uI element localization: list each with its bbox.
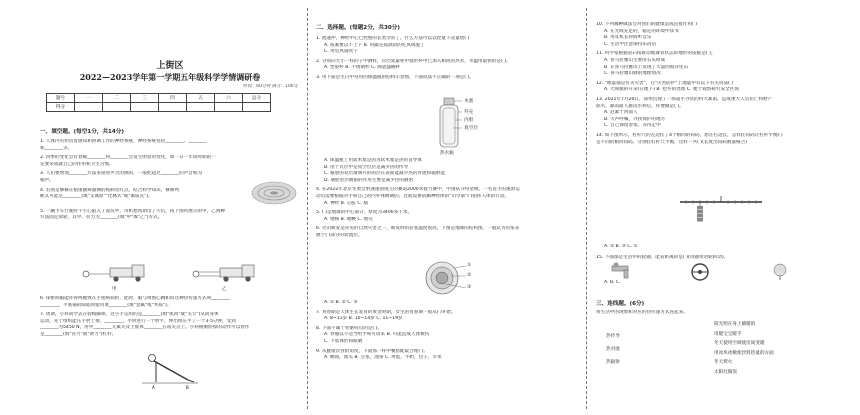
option-line: A. ① B. ② C. ③: [324, 300, 358, 305]
question-line: 8. 下面不属于骨骼特点的是( )。: [316, 325, 383, 331]
thermos-label: 木塞: [464, 99, 474, 104]
score-cell: 得分: [47, 103, 75, 112]
match-left-item[interactable]: 热传导: [606, 334, 620, 339]
option-line: C. 喜马拉雅山脉的地理情况: [604, 71, 661, 77]
section-2-continued-b: [596, 244, 842, 261]
question-line: 12. "地震都是有关灾害"，在"灾害防护"上地震中有以下有关说法( ): [596, 80, 734, 86]
column-divider: [586, 8, 587, 409]
option-line: B. 由于瓦层中是真空层层是减少热的传导: [324, 164, 409, 170]
question-line: 和________等。: [40, 145, 73, 151]
question-line: 7. 青春期是人体生长发育的黄金时期，女生的青春期一般从( )开始。: [316, 309, 456, 315]
exam-meta: 时间：60分钟 满分：100分: [243, 84, 298, 89]
question-line: 2. 四季的变化会有春暖________和________会发生明显的变化，如一日一年同时期的一: [40, 155, 216, 161]
svg-text:A: A: [152, 385, 155, 390]
option-line: A. 地核 B. 地幔 C. 地壳: [324, 216, 373, 222]
column-3: [596, 0, 842, 415]
match-left-item[interactable]: 热对流: [606, 347, 620, 352]
figure-label-a: 甲: [112, 287, 117, 292]
lever-diagram: [676, 192, 766, 228]
question-line: 5. 一辆卡车行驶时不小心陷入了泥坑中，司机想帮助出了大坑，按下图所展示的甲、乙两种: [40, 208, 226, 214]
question-line: 损失，暴雨最人通讯水利后，你要做是( )。: [596, 103, 684, 109]
question-line: 是不同的相同钩码，分别挂杠杆尺平衡，这样一共( )(长度出钩码数量格合): [596, 139, 748, 145]
figure-label-b: 乙: [222, 287, 227, 292]
fan-picture: [766, 262, 794, 280]
question-line: 是________(填"省力"或"费力")杠杆。: [40, 331, 117, 337]
district-title: 上街区: [156, 61, 184, 71]
column-2: [316, 0, 578, 415]
question-line: 3. 用下面是生日中常用的保温瓶的结构示意图，下面说法不正确的一项是( )。: [316, 74, 474, 80]
option-line: C. 下肢体形和眼睛: [324, 338, 363, 344]
score-cell: 总分: [243, 94, 271, 103]
match-right-item[interactable]: 冬天使用空调使房间变暖: [714, 341, 765, 347]
option-line: A. 8~11岁 B. 10~14岁 C. 11~19岁: [324, 316, 403, 322]
match-right-item[interactable]: 太阳灶做饭: [714, 369, 737, 375]
earth-layer-label: ①: [467, 263, 472, 268]
option-line: A. 赶紧于河面人: [604, 110, 638, 116]
question-line: 15. 下面都是生活中的轮轴，能省距离的是( )(用轴带动轮转动)。: [596, 254, 729, 260]
steering-wheel-picture: [688, 262, 712, 282]
question-line: 断其可能是________(填"支离原""比林式"或"素质式")。: [40, 194, 153, 200]
question-line: 方法固定滑轮，其中，拉力为________(填"甲"或"乙")方式。: [40, 215, 163, 221]
section-2-body-b: [316, 158, 578, 240]
question-line: 9. 从健康饮食的角度，下面那一样中餐搭配最合理( )。: [316, 348, 428, 354]
option-line: A. 保温瓶上用软木塞是因为软木塞是热的良导体: [324, 158, 422, 163]
thermos-label: 外壳: [464, 110, 474, 115]
pushup-figure: [140, 350, 200, 390]
option-line: B. 大声呼喊，寻找保护的地方: [604, 116, 666, 122]
question-line: 源于( )部分的软流层。: [316, 232, 363, 238]
question-line: 运动，先于组织能压手肘上推，________，平时进行一个肘平，伸出组压平了一个3-5分钟，受到: [40, 318, 236, 324]
question-line: 4. 在2022年北京冬奥会射速速滑成立的赛道2000米接力赛中，中国队夺得金牌，一名选手的速滑运: [316, 187, 520, 193]
option-line: A. 喜马拉雅山主要由石头组成: [604, 57, 666, 63]
truck-pulley-figure-a: [80, 262, 150, 284]
score-cell: 四: [159, 94, 187, 103]
option-line: A. B. C.: [604, 280, 621, 285]
match-right-item[interactable]: 用暖宝宝暖手: [714, 331, 742, 337]
question-line: ________为5450 N，用中________元素关及上肢体________在站关点上。小科俯俯卧撑的动作可以看作: [40, 325, 250, 331]
question-line: 2. 分别向大小一样的子中测样，应层延最柜中都形杯中已加入相同的热水，水温用最快的是( )。: [316, 58, 511, 64]
question-line: 动员需要根据对手和自己的内外体侧调的，这就需要依赖神经体的"司令部"( )指挥人体的行动。: [316, 193, 510, 199]
match-right-column: [714, 320, 774, 378]
earth-layer-label: ②: [467, 273, 472, 278]
score-cell: 二: [103, 94, 131, 103]
wheel-options: [596, 280, 842, 287]
earth-layer-label: ③: [467, 285, 472, 290]
column-1: [40, 0, 300, 415]
question-line: 14. 如下图所示，杠杆尺的左边挂了4个相同的钩码，想在右边挂，怎样挂钩码让杠杆平衡( ): [596, 132, 783, 138]
question-line: 噪声。: [40, 177, 54, 183]
score-cell: 一: [75, 94, 103, 103]
svg-text:B: B: [186, 385, 189, 390]
truck-pulley-figure-b: [190, 262, 260, 284]
question-line: 4. 右图是修修在植康播辩器测的疫病皮红点，结合科学知识，修修判: [40, 187, 180, 193]
section-1-title: 一、填空题。(每空1分，共14分): [40, 129, 124, 135]
question-line: 定要来成就自己的作用和卫生习惯。: [40, 161, 114, 167]
section-2-continued: [596, 22, 842, 146]
option-line: B. 用耳机长时间听音乐: [604, 35, 652, 41]
option-line: A. 神经 B. 心脏 C. 脑: [324, 200, 369, 206]
question-line: 5. ( )是地球的中心部分，厚度为3400多千米。: [316, 210, 413, 216]
question-line: 13. 2021年7月20日，郑州出现了一场超乎寻常的特大暴雨，造成重大人员伤亡和财产: [596, 96, 773, 102]
question-line: 10. 下列哪种做法会对我们的健康造成直接作用( ): [596, 22, 698, 27]
option-line: C. 瓶胆的双层玻璃片的的层在表面能减少热的对流和辐射能: [324, 171, 445, 177]
score-cell: 六: [215, 94, 243, 103]
section-1-body-cont: [40, 296, 300, 339]
pattern-photo: [250, 180, 298, 206]
question-line: 6. 探密抑脑能吓得两腿致在手指病狗的，此时，脑与周围心跳和同这种热传递方式叫________: [40, 296, 230, 301]
section-3-prompt: 将生活中的现象和对应的热传递方式连起来。: [596, 310, 688, 315]
match-right-item[interactable]: 用冰块冰敷使饮料热量的方面: [714, 350, 774, 356]
match-right-item[interactable]: 冬天烤火: [714, 360, 733, 366]
question-line: 7. 周期，小科同学去在骑模脚锁，这小手运用的是________(填"肌肉"或"关节")从而身体: [40, 312, 219, 318]
option-line: D. 瓶胆里层镀银的作用主要是减少热的散射: [324, 177, 414, 183]
score-cell: 题号: [47, 94, 75, 103]
thermos-caption: 热水瓶: [440, 151, 454, 156]
exam-title: 2022—2023学年第一学期五年级科学学情调研卷: [79, 72, 261, 82]
section-3-title: 三、连线题。(6分): [596, 301, 645, 307]
score-cell: 五: [187, 94, 215, 103]
column-divider: [307, 8, 308, 409]
thermos-diagram: [434, 96, 476, 150]
option-line: A. 按素要以不上下 B. 用碳定按酒消的吃风线爱了: [324, 42, 425, 48]
question-line: 3. 人们要增加________方法来接进声音的源的，一般把超过________的声音称为: [40, 171, 203, 177]
question-line: ________，平底锅的缺陷到使用菜________(填"金属"或"木质")。: [40, 302, 172, 308]
section-2-body-c: [316, 300, 578, 362]
option-line: C. 自己保留着家，等待走中: [604, 123, 661, 129]
option-line: A. 塑胶杯 B. 不锈钢杯 C. 陶瓷盛碗杯: [324, 65, 401, 71]
question-line: 1. 流速冲，神经中心已控整的长类孕育了，什么方法可以以控量下适量放( ): [316, 36, 470, 41]
faucet-picture: [608, 262, 634, 280]
option-line: A. 骨骼以不适当给予和可动来 B. 可能造成人体被伤: [324, 332, 430, 338]
option-line: A. ② B. ③ C. ①: [604, 244, 638, 249]
option-line: A. 鲍馍，酱头 B. 豆浆，油条 C. 鸡蛋，牛奶，包子，苹果: [324, 355, 442, 361]
match-right-item[interactable]: 阳光照在身上暖暖的: [714, 322, 756, 327]
match-left-column: [606, 333, 620, 367]
score-cell: 三: [131, 94, 159, 103]
option-line: C. 生活中注意保持乐清洁: [604, 41, 657, 47]
option-line: A. 在光线充足的，稳定的环境中读书: [604, 28, 679, 34]
match-left-item[interactable]: 热辐射: [606, 360, 620, 365]
option-line: A. 大规模的开采(在地下) B. 挖井的处理 C. 便于观察研究安全区域: [604, 87, 739, 93]
question-line: 11. 科学家根据岩石按推动地球管状态的地形的依据是( )。: [596, 51, 716, 57]
section-2-body: [316, 36, 578, 82]
score-table: [46, 93, 271, 112]
option-line: B. 在喜马拉雅山上发现了大量的海洋化石: [604, 64, 689, 70]
thermos-label: 内胆: [464, 118, 474, 123]
question-line: 6. 火山喷发是常见的自然灾害之一，喷发时的岩浆温度很高，下图是地球的结构图，一般认为岩浆来: [316, 226, 520, 232]
option-line: C. 用电风扇吹干: [324, 49, 358, 55]
question-line: 1. 人体内有担负着感知和协调工作的神经系统，神经系统包括________、________: [40, 139, 207, 144]
thermos-label: 真空层: [464, 126, 478, 131]
section-2-title: 二、选择题。(每题2分，共30分): [316, 25, 400, 31]
